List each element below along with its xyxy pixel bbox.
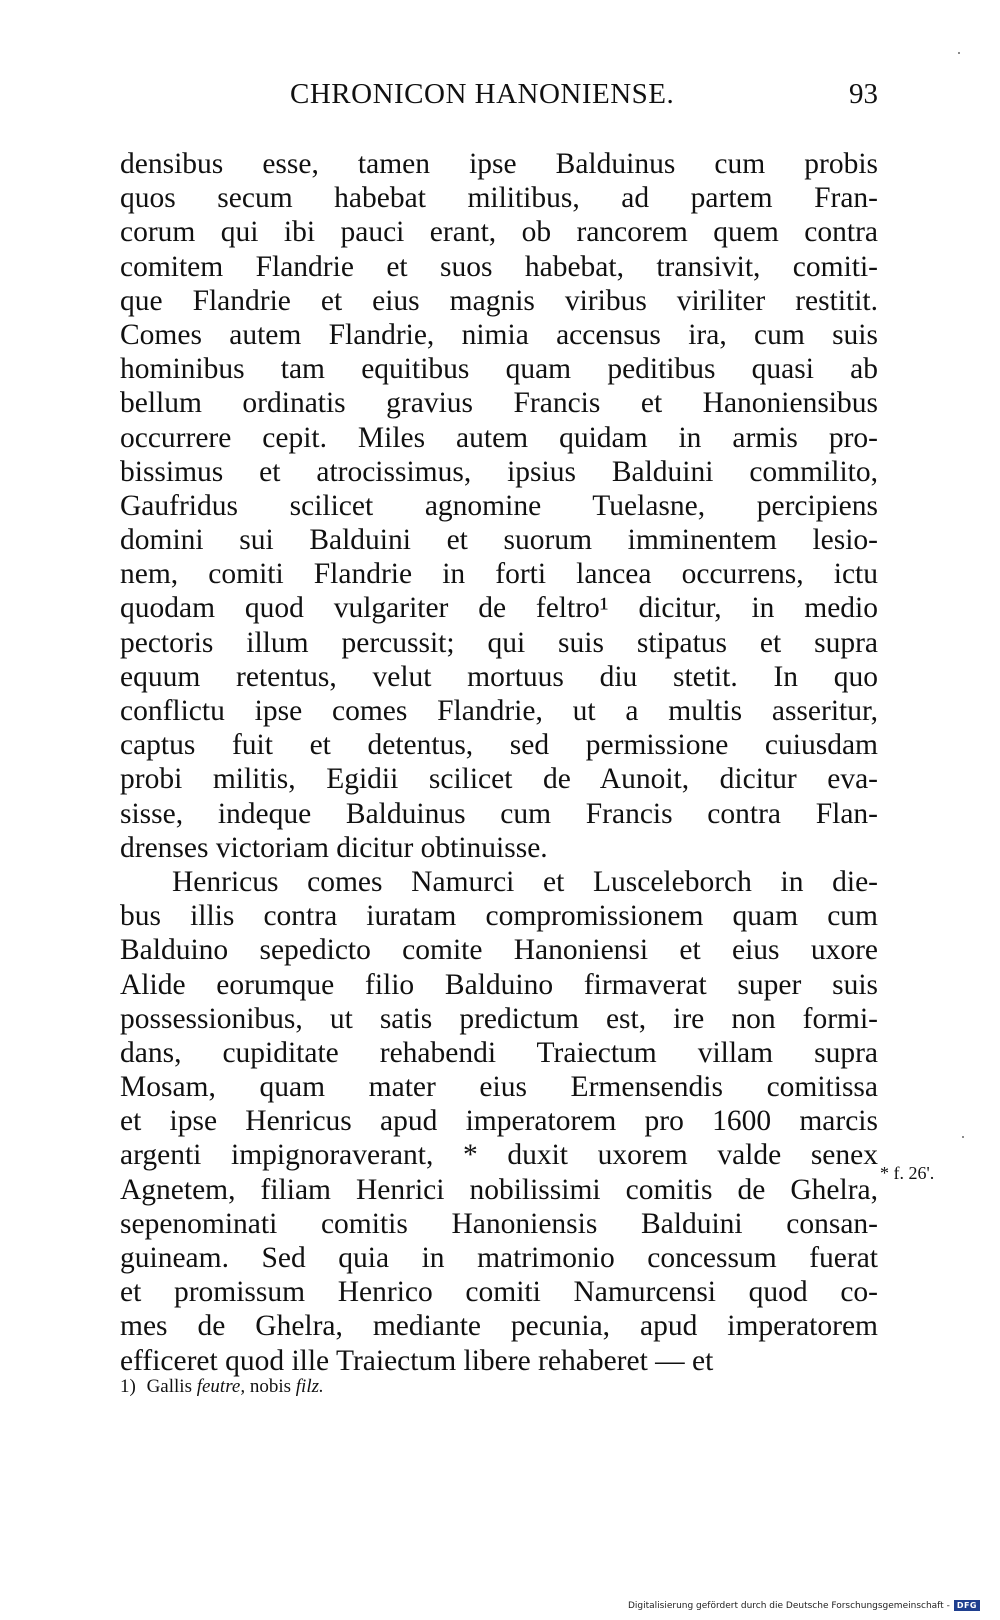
- dfg-logo: DFG: [954, 1600, 980, 1611]
- text-line: equum retentus, velut mortuus diu stetit. In quo: [120, 660, 878, 693]
- text-line: bellum ordinatis gravius Francis et Hanoniensibus: [120, 387, 878, 420]
- body-text: [120, 147, 878, 1378]
- text-line: Agnetem, filiam Henrici nobilissimi comitis de Ghelra,: [120, 1173, 878, 1206]
- text-line: Comes autem Flandrie, nimia accensus ira, cum suis: [120, 318, 878, 351]
- text-line: domini sui Balduini et suorum imminentem lesio-: [120, 524, 878, 557]
- text-line: probi militis, Egidii scilicet de Aunoit, dicitur eva-: [120, 763, 878, 796]
- text-line: bus illis contra iuratam compromissionem quam cum: [120, 900, 878, 933]
- text-line: hominibus tam equitibus quam peditibus quasi ab: [120, 353, 878, 386]
- text-line: sepenominati comitis Hanoniensis Balduini consan-: [120, 1207, 878, 1240]
- text-line: pectoris illum percussit; qui suis stipatus et supra: [120, 626, 878, 659]
- text-line: quos secum habebat militibus, ad partem Fran-: [120, 182, 878, 215]
- text-line: Mosam, quam mater eius Ermensendis comitissa: [120, 1071, 878, 1104]
- text-line: quodam quod vulgariter de feltro¹ dicitur, in medio: [120, 592, 878, 625]
- footnote-text-middle: nobis: [249, 1376, 292, 1397]
- text-line: que Flandrie et eius magnis viribus viriliter restitit.: [120, 284, 878, 317]
- text-line: mes de Ghelra, mediante pecunia, apud imperatorem: [120, 1310, 878, 1343]
- text-line: bissimus et atrocissimus, ipsius Balduini commilito,: [120, 455, 878, 488]
- text-line: sisse, indeque Balduinus cum Francis contra Flan-: [120, 797, 878, 830]
- digitization-credit: [628, 1600, 980, 1611]
- text-line: possessionibus, ut satis predictum est, ire non formi-: [120, 1002, 878, 1035]
- text-line: conflictu ipse comes Flandrie, ut a multis asseritur,: [120, 695, 878, 727]
- scan-speck: [958, 52, 960, 54]
- text-line: Balduino sepedicto comite Hanoniensi et eius uxore: [120, 934, 878, 967]
- footnote-italic-1: feutre,: [196, 1376, 246, 1397]
- text-line: corum qui ibi pauci erant, ob rancorem quem contra: [120, 216, 878, 249]
- text-line: guineam. Sed quia in matrimonio concessum fuerat: [120, 1242, 878, 1274]
- text-line: nem, comiti Flandrie in forti lancea occurrens, ictu: [120, 558, 878, 591]
- text-line: argenti impignoraverant, * duxit uxorem valde senex: [120, 1139, 878, 1172]
- text-line: drenses victoriam dicitur obtinuisse.: [120, 831, 548, 864]
- text-line: efficeret quod ille Traiectum libere rehaberet — et: [120, 1344, 714, 1377]
- text-line: captus fuit et detentus, sed permissione cuiusdam: [120, 729, 878, 762]
- folio-margin-note: * f. 26'.: [880, 1163, 935, 1183]
- text-line: occurrere cepit. Miles autem quidam in armis pro-: [120, 421, 878, 454]
- text-line: Henricus comes Namurci et Lusceleborch in die-: [172, 865, 878, 898]
- scan-speck: [962, 1136, 964, 1138]
- footnote: [120, 1376, 324, 1398]
- page-header: [120, 78, 878, 118]
- text-line: Alide eorumque filio Balduino firmaverat super suis: [120, 968, 878, 1001]
- text-line: densibus esse, tamen ipse Balduinus cum probis: [120, 148, 878, 180]
- footnote-italic-2: filz.: [295, 1376, 324, 1397]
- page-number: 93: [849, 78, 878, 110]
- text-line: et promissum Henrico comiti Namurcensi quod co-: [120, 1276, 878, 1309]
- footnote-text-before: Gallis: [146, 1376, 192, 1397]
- credit-text: Digitalisierung gefördert durch die Deutsche Forschungsgemeinschaft -: [627, 1600, 950, 1611]
- text-line: Gaufridus scilicet agnomine Tuelasne, percipiens: [120, 489, 878, 522]
- text-line: et ipse Henricus apud imperatorem pro 1600 marcis: [120, 1105, 878, 1138]
- footnote-number: 1): [120, 1376, 136, 1397]
- text-line: dans, cupiditate rehabendi Traiectum villam supra: [120, 1036, 878, 1069]
- text-line: comitem Flandrie et suos habebat, transivit, comiti-: [120, 250, 878, 283]
- running-title: CHRONICON HANONIENSE.: [290, 78, 675, 110]
